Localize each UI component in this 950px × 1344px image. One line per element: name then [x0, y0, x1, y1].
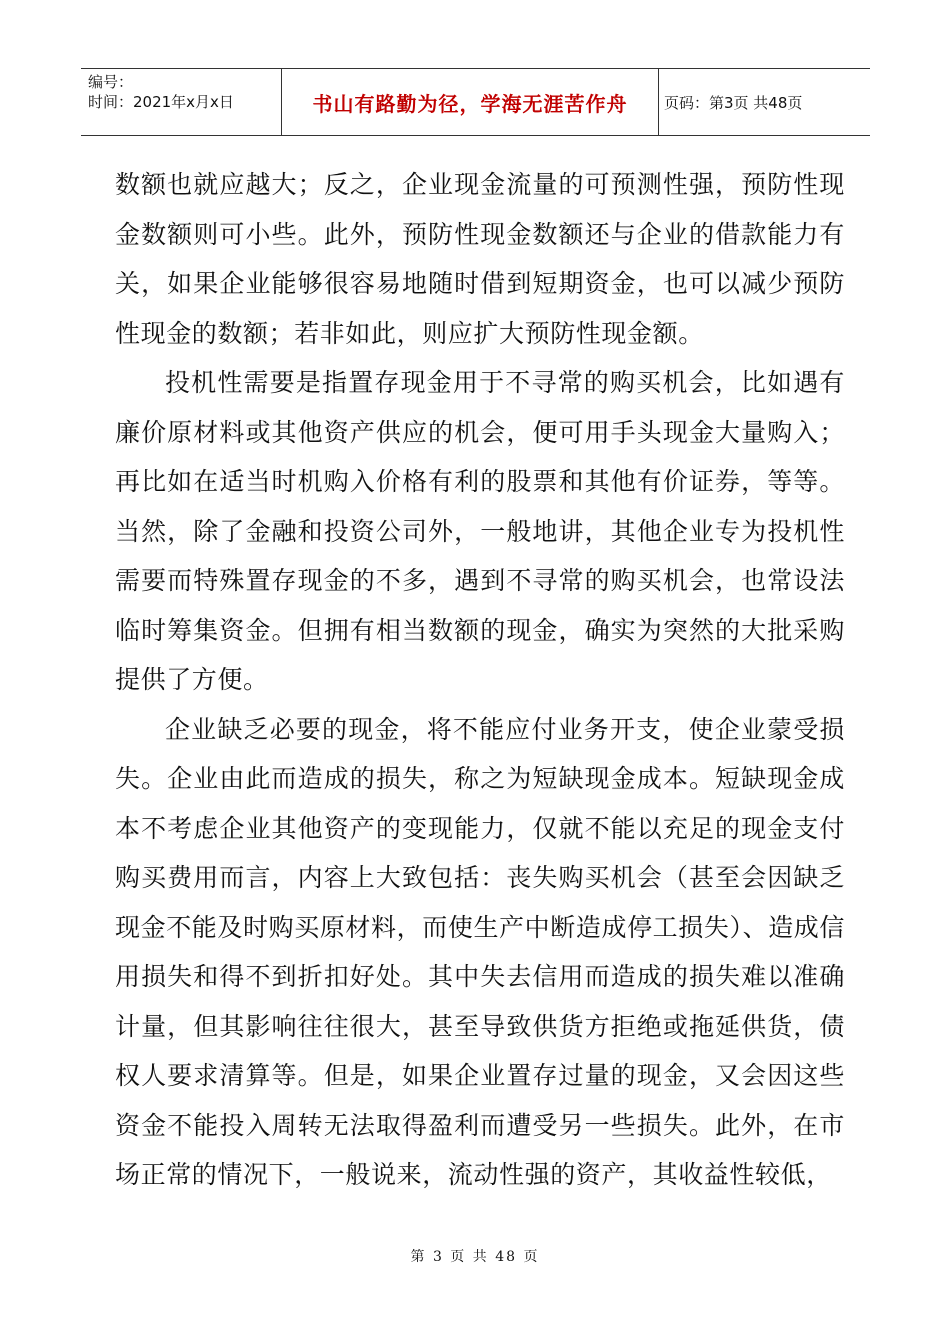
time-label: 时间：2021年x月x日 — [88, 93, 234, 111]
document-body — [115, 160, 845, 1200]
paragraph-cash-shortage-cost: 企业缺乏必要的现金，将不能应付业务开支，使企业蒙受损失。企业由此而造成的损失，称之为短缺现金成本。短缺现金成本不考虑企业其他资产的变现能力，仅就不能以充足的现金支付购买费用而言，内容上大致包括：丧失购买机会（甚至会因缺乏现金不能及时购买原材料，而使生产中断造成停工损失）、造成信用损失和得不到折扣好处。其中失去信用而造成的损失难以准确计量，但其影响往往很大，甚至导致供货方拒绝或拖延供货，债权人要求清算等。但是，如果企业置存过量的现金，又会因这些资金不能投入周转无法取得盈利而遭受另一些损失。此外，在市场正常的情况下，一般说来，流动性强的资产，其收益性较低， — [115, 714, 845, 1189]
paragraph-continued: 数额也就应越大；反之，企业现金流量的可预测性强，预防性现金数额则可小些。此外，预防性现金数额还与企业的借款能力有关，如果企业能够很容易地随时借到短期资金，也可以减少预防性现金的数额；若非如此，则应扩大预防性现金额。 — [115, 170, 845, 348]
header-middle-cell — [282, 69, 659, 135]
header-table — [81, 68, 870, 136]
page-footer: 第 3 页 共 48 页 — [410, 1249, 540, 1265]
header-left-cell — [81, 69, 282, 135]
page-info: 页码：第3页 共48页 — [664, 93, 803, 112]
header-right-cell — [659, 69, 870, 135]
motto-text: 书山有路勤为径，学海无涯苦作舟 — [312, 91, 628, 116]
paragraph-speculative-demand: 投机性需要是指置存现金用于不寻常的购买机会，比如遇有廉价原材料或其他资产供应的机会，便可用手头现金大量购入；再比如在适当时机购入价格有利的股票和其他有价证券，等等。当然，除了金融和投资公司外，一般地讲，其他企业专为投机性需要而特殊置存现金的不多，遇到不寻常的购买机会，也常设法临时筹集资金。但拥有相当数额的现金，确实为突然的大批采购提供了方便。 — [115, 368, 845, 694]
number-label: 编号： — [88, 73, 134, 91]
